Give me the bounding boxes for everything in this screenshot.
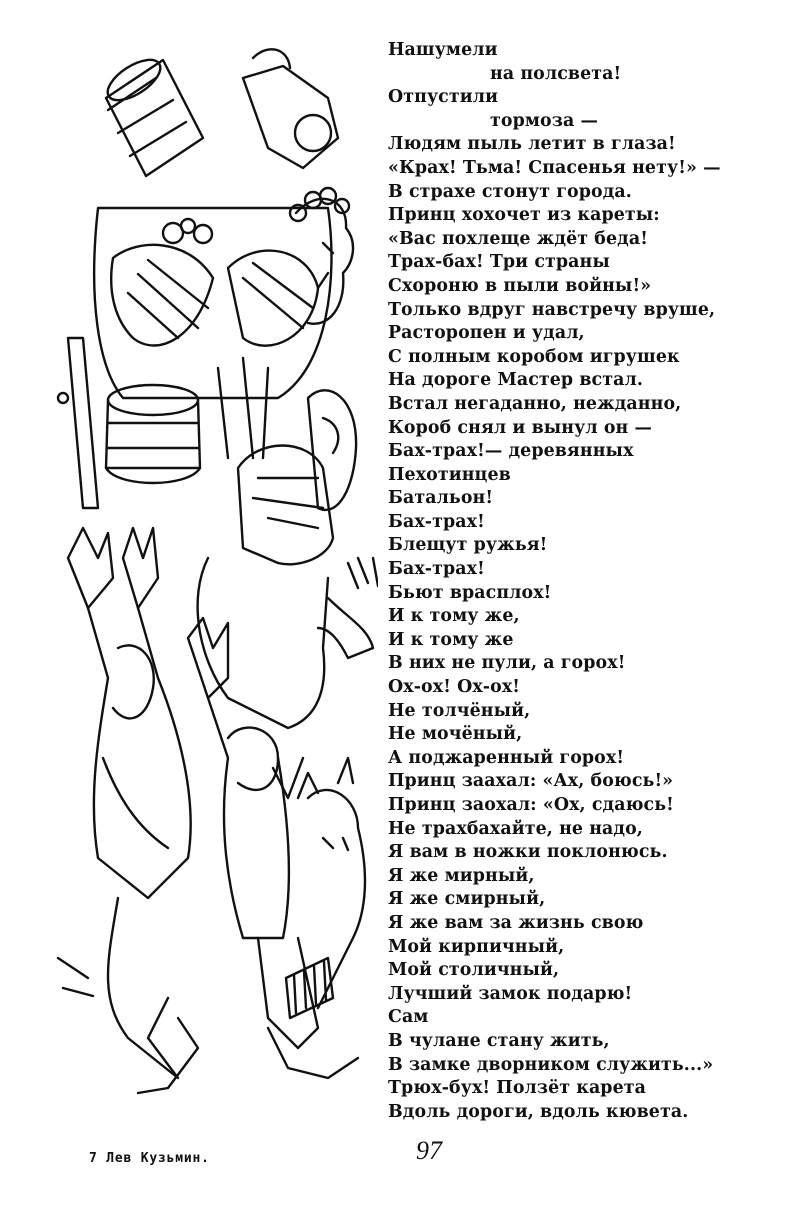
poem-line: Лучший замок подарю! [388, 983, 633, 1004]
poem-text [388, 39, 788, 1124]
poem-line: Пехотинцев [388, 464, 511, 485]
poem-line: Принц хохочет из кареты: [388, 205, 660, 226]
poem-line: Нашумели [388, 40, 498, 60]
poem-line: И к тому же [388, 629, 514, 650]
poem-line: Принц заахал: «Ах, боюсь!» [388, 771, 674, 792]
poem-line: Вдоль дороги, вдоль кювета. [388, 1101, 689, 1122]
poem-line: А поджаренный горох! [388, 747, 625, 768]
poem-line: Принц заохал: «Ох, сдаюсь! [388, 795, 674, 815]
barrel-middle-icon [106, 358, 268, 483]
boots-icon [58, 898, 358, 1093]
knight-figure [198, 446, 378, 729]
poem-line: Ох-ох! Ох-ох! [388, 677, 521, 698]
poem-line: Бах-трах! [388, 511, 485, 532]
poem-line: Встал негаданно, нежданно, [388, 393, 682, 414]
poem-line: Трах-бах! Три страны [388, 252, 610, 273]
poem-line: В замке дворником служить...» [388, 1054, 714, 1075]
poem-line: И к тому же, [388, 606, 520, 627]
poem-line: «Крах! Тьма! Спасенья нету!» — [388, 157, 721, 178]
poem-line: Блещут ружья! [388, 535, 548, 556]
poem-line: тормоза — [490, 110, 598, 131]
poem-line: Батальон! [388, 488, 494, 509]
poem-line: Схороню в пыли войны!» [388, 275, 652, 296]
poem-line: Короб снял и вынул он — [388, 417, 653, 438]
frightened-figure-center [188, 618, 318, 1048]
plank-icon [58, 338, 98, 508]
poem-line: Не мочёный, [388, 724, 523, 745]
barrel-top-icon [101, 52, 203, 176]
page-number: 97 [416, 1136, 442, 1165]
poem-line: Я же мирный, [388, 865, 535, 886]
poem-line: С полным коробом игрушек [388, 346, 680, 367]
poem-line: Трюх-бух! Ползёт карета [388, 1078, 646, 1099]
footer-signature: 7 Лев Кузьмин. [89, 1151, 210, 1166]
poem-line: Мой кирпичный, [388, 936, 565, 957]
poem-line: Бьют врасплох! [388, 582, 552, 603]
poem-line: Только вдруг навстречу вруше, [388, 299, 716, 320]
illustration [28, 38, 378, 1098]
cat-figure [298, 758, 365, 1008]
poem-line: Я же вам за жизнь свою [388, 912, 644, 933]
carriage-icon [94, 208, 331, 398]
poem-line: Мой столичный, [388, 960, 560, 981]
shield-icon [308, 390, 356, 510]
poem-line: на полсвета! [490, 63, 622, 84]
lantern-icon [243, 49, 338, 168]
poem-line: Я вам в ножки поклонюсь. [388, 842, 668, 863]
poem-line: Расторопен и удал, [388, 323, 585, 344]
poem-line: В чулане стану жить, [388, 1030, 610, 1051]
poem-line: Я же смирный, [388, 889, 546, 910]
poem-line: Бах-трах!— деревянных [388, 441, 634, 462]
poem-line: «Вас похлеще ждёт беда! [388, 228, 648, 249]
poem-line: Не трахбахайте, не надо, [388, 818, 643, 839]
poem-line: В них не пули, а горох! [388, 653, 626, 674]
poem-line: Людям пыль летит в глаза! [388, 134, 676, 155]
poem-line: Не толчёный, [388, 700, 531, 721]
poem-line: Сам [388, 1007, 429, 1028]
poem-line: На дороге Мастер встал. [388, 370, 643, 391]
poem-line: Отпустили [388, 87, 499, 108]
poem-line: Бах-трах! [388, 559, 485, 580]
frightened-figure-left [68, 528, 191, 898]
poem-line: В страхе стонут города. [388, 181, 632, 202]
